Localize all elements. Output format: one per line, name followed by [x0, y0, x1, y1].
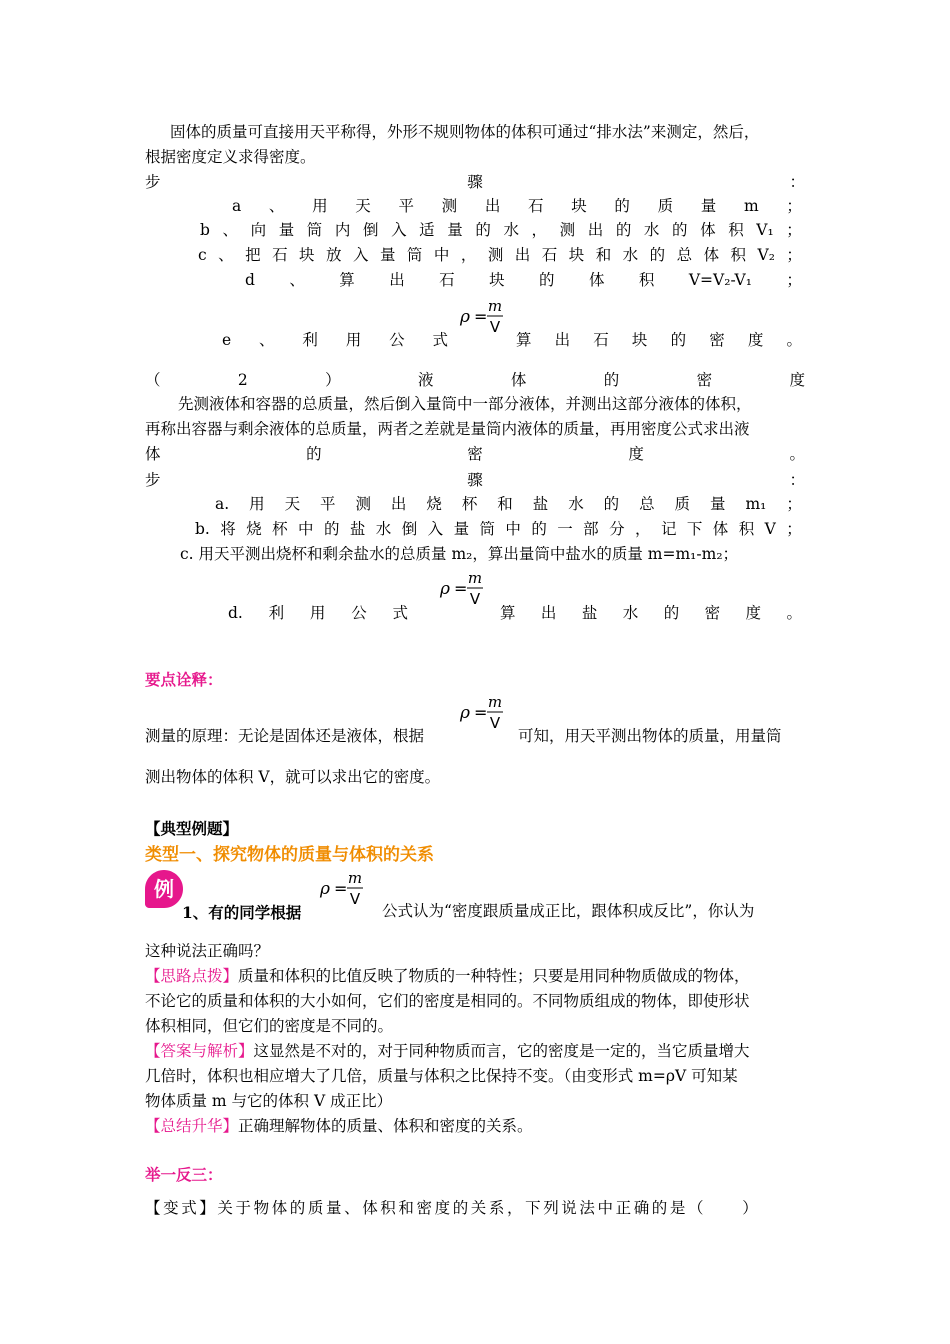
token: 量 [379, 246, 396, 264]
token: 向 [250, 221, 267, 239]
token: ， [635, 520, 651, 538]
token: b [200, 221, 210, 239]
token: 部 [583, 520, 599, 538]
solid-step-c [198, 245, 802, 265]
token: 质 [657, 197, 674, 215]
density-formula-svg [452, 692, 512, 732]
token: 把 [245, 246, 261, 264]
token: 盐 [532, 495, 549, 513]
token: 出 [587, 221, 604, 239]
liquid-step-a [215, 494, 802, 514]
solid-intro-line2: 根据密度定义求得密度。 [145, 148, 316, 166]
token: 度 [628, 445, 644, 463]
token: 测 [487, 246, 504, 264]
token: V₂ [757, 246, 775, 264]
token: 下 [686, 520, 703, 538]
formula-denominator: V [489, 714, 501, 732]
token: V=V₂-V₁ [688, 271, 752, 289]
token: 和 [497, 495, 513, 513]
token: 积 [738, 520, 755, 538]
token: 出 [514, 246, 531, 264]
token: 倒 [362, 221, 379, 239]
token: 的 [672, 221, 688, 239]
token: 入 [391, 221, 407, 239]
token: 度 [747, 331, 764, 349]
formula-denominator: V [469, 590, 481, 608]
token: 、 [259, 331, 275, 349]
token: 量 [447, 221, 463, 239]
token: 式 [432, 331, 448, 349]
token: b. [195, 520, 210, 538]
formula-denominator: V [489, 318, 501, 336]
token: 体 [700, 221, 716, 239]
token: 液 [417, 371, 434, 389]
token: 积 [638, 271, 655, 289]
token: 适 [419, 221, 435, 239]
token: 将 [220, 520, 236, 538]
token: 的 [603, 371, 620, 389]
token: 骤 [467, 173, 483, 191]
token: ； [786, 197, 802, 215]
liquid-step-b [195, 519, 802, 539]
token: 测 [355, 495, 371, 513]
example-badge-label: 例 [154, 877, 174, 901]
token: 利 [302, 331, 318, 349]
solid-intro-line1: 固体的质量可直接用天平称得，外形不规则物体的体积可通过“排水法”来测定，然后， [170, 123, 760, 141]
token: 用 [249, 495, 265, 513]
density-formula-svg [452, 296, 512, 336]
formula-rho: ρ [320, 879, 330, 899]
token: 出 [540, 604, 557, 622]
token: 总 [676, 246, 693, 264]
token: 步 [145, 471, 161, 489]
hint-line3: 体积相同，但它们的密度是不同的。 [145, 1017, 394, 1035]
token: 内 [334, 221, 351, 239]
answer-text1: 这显然是不对的，对于同种物质而言，它的密度是一定的，当它质量增大 [253, 1042, 750, 1060]
token: 总 [639, 495, 655, 513]
token: 2 [237, 371, 248, 389]
liquid-step-d-post [500, 603, 802, 623]
example-badge-icon [143, 868, 185, 910]
token: 块 [489, 271, 505, 289]
token: 水 [568, 495, 584, 513]
token: 石 [439, 271, 455, 289]
token: 的 [475, 221, 491, 239]
token: ， [460, 246, 477, 264]
token: 入 [427, 520, 444, 538]
token: 筒 [306, 221, 323, 239]
example-q1-post: 公式认为“密度跟质量成正比，跟体积成反比”，你认为 [382, 902, 755, 920]
formula-numerator: m [347, 869, 363, 887]
token: 测 [441, 197, 458, 215]
answer-line2: 几倍时，体积也相应增大了几倍，质量与体积之比保持不变。（由变形式 m=ρV 可知某 [145, 1067, 738, 1085]
hint-tag: 【思路点拨】 [145, 967, 239, 985]
hint-text1: 质量和体积的比值反映了物质的一种特性；只要是用同种物质做成的物体， [238, 967, 750, 985]
hint-line2: 不论它的质量和体积的大小如何，它们的密度是相同的。不同物质组成的物体，即使形状 [145, 992, 750, 1010]
formula-rho: ρ [460, 307, 470, 327]
token: 的 [670, 331, 687, 349]
token: 块 [571, 197, 587, 215]
token: 度 [789, 371, 805, 389]
formula-equals: = [454, 579, 468, 598]
token: ； [786, 221, 802, 239]
token: 。 [786, 604, 802, 622]
token: d. [228, 604, 243, 622]
token: 体 [145, 445, 161, 463]
key-points-line1-post: 可知，用天平测出物体的质量，用量筒 [518, 727, 782, 745]
token: 的 [323, 520, 340, 538]
token: 水 [622, 246, 639, 264]
solid-step-a [232, 196, 802, 216]
token: 体 [712, 520, 729, 538]
token: 利 [268, 604, 285, 622]
token: 的 [614, 197, 630, 215]
token: 。 [789, 445, 805, 463]
token: 算 [516, 331, 532, 349]
formula-rho: ρ [440, 579, 450, 599]
token: 出 [389, 271, 405, 289]
token: 筒 [406, 246, 423, 264]
token: 块 [631, 331, 648, 349]
token: 杯 [272, 520, 288, 538]
token: 的 [649, 246, 666, 264]
token: 用 [312, 197, 328, 215]
token: 杯 [461, 495, 478, 513]
token: 石 [541, 246, 558, 264]
token: V₁ [756, 221, 774, 239]
formula-denominator: V [349, 890, 361, 908]
token: 步 [145, 173, 161, 191]
token: 的 [603, 495, 620, 513]
token: e [222, 331, 232, 349]
summary-tag: 【总结升华】 [145, 1117, 239, 1135]
token: 公 [351, 604, 367, 622]
token: c [198, 246, 207, 264]
liquid-step-c: c. 用天平测出烧杯和剩余盐水的总质量 m₂，算出量筒中盐水的质量 m=m₁-m₂； [180, 545, 739, 563]
token: 算 [339, 271, 355, 289]
liquid-heading [145, 370, 805, 390]
practice-variant: 【变式】关于物体的质量、体积和密度的关系，下列说法中正确的是（ ） [145, 1199, 761, 1217]
token: 体 [510, 371, 527, 389]
liquid-intro-line2: 再称出容器与剩余液体的总质量，两者之差就是量筒内液体的质量，再用密度公式求出液 [145, 420, 750, 438]
summary-line [145, 1116, 805, 1136]
token: 出 [484, 197, 501, 215]
density-formula-svg [432, 568, 492, 608]
token: 盐 [349, 520, 366, 538]
density-formula-1 [452, 296, 512, 336]
answer-line1 [145, 1041, 805, 1061]
token: a [232, 197, 242, 215]
token: 度 [745, 604, 762, 622]
solid-steps-heading [145, 172, 805, 192]
summary-text: 正确理解物体的质量、体积和密度的关系。 [238, 1117, 533, 1135]
liquid-intro-line1: 先测液体和容器的总质量，然后倒入量筒中一部分液体，并测出这部分液体的体积， [178, 395, 752, 413]
token: 水 [375, 520, 392, 538]
token: 平 [320, 495, 336, 513]
token: ； [786, 495, 802, 513]
formula-equals: = [474, 703, 488, 722]
key-points-line1-pre: 测量的原理：无论是固体还是液体，根据 [145, 727, 425, 745]
density-formula-3 [452, 692, 512, 732]
formula-numerator: m [487, 693, 503, 711]
formula-rho: ρ [460, 703, 470, 723]
token: ： [789, 471, 805, 489]
token: 和 [595, 246, 612, 264]
token: 测 [559, 221, 576, 239]
token: 的 [539, 271, 555, 289]
token: 入 [352, 246, 369, 264]
token: 骤 [467, 471, 483, 489]
token: 倒 [401, 520, 418, 538]
token: 密 [704, 604, 721, 622]
token: 块 [299, 246, 315, 264]
token: 密 [467, 445, 483, 463]
token: 的 [306, 445, 322, 463]
token: ） [325, 371, 341, 389]
token: 石 [528, 197, 544, 215]
token: 烧 [246, 520, 262, 538]
token: 积 [730, 246, 747, 264]
solid-step-e-post [516, 330, 802, 350]
token: 天 [355, 197, 371, 215]
formula-numerator: m [467, 569, 483, 587]
liquid-intro-line3 [145, 444, 805, 464]
token: 用 [309, 604, 326, 622]
token: 公 [389, 331, 405, 349]
token: 的 [615, 221, 632, 239]
answer-line3: 物体质量 m 与它的体积 V 成正比） [145, 1092, 393, 1110]
example-q1-number: 1、有的同学根据 [182, 903, 302, 922]
token: 量 [700, 197, 717, 215]
token: 出 [390, 495, 407, 513]
token: 算 [500, 604, 516, 622]
example-q1-pre [182, 901, 301, 923]
token: 、 [268, 197, 285, 215]
token: 分 [609, 520, 625, 538]
solid-step-e-pre [222, 330, 448, 350]
token: V [764, 520, 776, 538]
formula-numerator: m [487, 297, 503, 315]
token: 、 [218, 246, 234, 264]
practice-title: 举一反三： [145, 1165, 223, 1184]
token: 水 [622, 604, 639, 622]
token: 量 [710, 495, 726, 513]
token: ， [531, 221, 548, 239]
token: 、 [289, 271, 305, 289]
token: 、 [222, 221, 239, 239]
solid-step-b [200, 220, 802, 240]
token: 密 [709, 331, 725, 349]
token: 出 [554, 331, 571, 349]
token: 式 [392, 604, 408, 622]
token: 石 [272, 246, 288, 264]
token: 。 [786, 331, 802, 349]
token: ； [786, 246, 802, 264]
token: 量 [278, 221, 295, 239]
token: 平 [398, 197, 414, 215]
token: 水 [503, 221, 519, 239]
token: 密 [696, 371, 713, 389]
type-one-heading: 类型一、探究物体的质量与体积的关系 [145, 845, 434, 865]
formula-equals: = [474, 307, 488, 326]
hint-line1 [145, 966, 805, 986]
token: d [245, 271, 255, 289]
token: ； [786, 520, 802, 538]
token: 放 [326, 246, 342, 264]
token: 体 [588, 271, 605, 289]
token: （ [145, 371, 161, 389]
token: m₁ [745, 495, 767, 513]
token: 中 [505, 520, 521, 538]
token: 块 [568, 246, 585, 264]
token: 体 [703, 246, 720, 264]
token: 石 [593, 331, 609, 349]
token: 量 [453, 520, 470, 538]
token: 中 [298, 520, 314, 538]
token: m [743, 197, 759, 215]
token: 一 [557, 520, 573, 538]
formula-equals: = [334, 879, 348, 898]
token: 天 [284, 495, 301, 513]
density-formula-svg [312, 868, 372, 908]
answer-tag: 【答案与解析】 [145, 1042, 254, 1060]
token: 积 [728, 221, 744, 239]
density-formula-2 [432, 568, 492, 608]
token: 盐 [581, 604, 598, 622]
example-q1-line2: 这种说法正确吗？ [145, 942, 270, 960]
token: 筒 [479, 520, 495, 538]
liquid-step-d-pre [228, 603, 408, 623]
token: 烧 [426, 495, 442, 513]
token: ： [789, 173, 805, 191]
token: 水 [643, 221, 660, 239]
solid-step-d [245, 270, 802, 290]
token: 的 [663, 604, 680, 622]
density-formula-4 [312, 868, 372, 908]
token: a. [215, 495, 230, 513]
token: 的 [531, 520, 547, 538]
token: 质 [674, 495, 691, 513]
liquid-steps-heading [145, 470, 805, 490]
examples-title: 【典型例题】 [145, 819, 239, 838]
key-points-line2: 测出物体的体积 V，就可以求出它的密度。 [145, 768, 441, 786]
token: 用 [345, 331, 362, 349]
token: 中 [433, 246, 450, 264]
token: 记 [660, 520, 677, 538]
key-points-title: 要点诠释： [145, 670, 223, 689]
token: ； [786, 271, 802, 289]
